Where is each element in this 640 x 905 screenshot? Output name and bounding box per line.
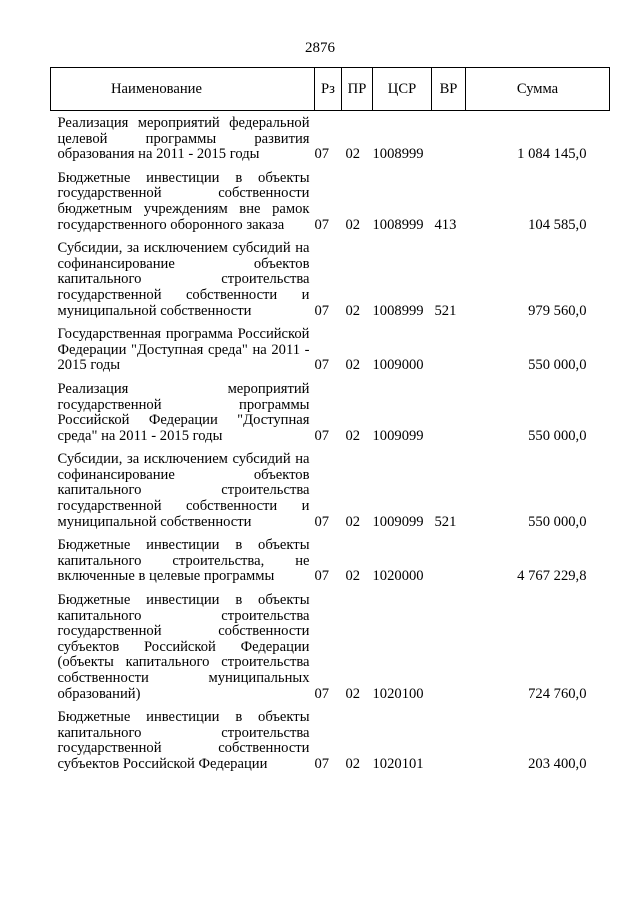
row-rz: 07 <box>314 357 330 374</box>
row-name: Субсидии, за исключением субсидий на софинансирование объектов капитального строительства государственной собственности и муниципальной собственности <box>57 451 310 530</box>
table-row <box>51 233 610 319</box>
row-pr: 02 <box>345 685 361 702</box>
row-sum: 1 084 145,0 <box>517 146 587 163</box>
row-rz: 07 <box>314 427 330 444</box>
table-row <box>51 319 610 374</box>
row-csr: 1009000 <box>372 357 424 374</box>
row-pr: 02 <box>345 146 361 163</box>
row-pr: 02 <box>345 216 361 233</box>
row-rz: 07 <box>314 216 330 233</box>
row-pr: 02 <box>345 357 361 374</box>
table-body <box>51 111 610 773</box>
row-vr <box>432 374 466 444</box>
table-row <box>51 163 610 233</box>
row-name: Субсидии, за исключением субсидий на софинансирование объектов капитального строительства государственной собственности и муниципальной собственности <box>57 240 310 319</box>
table-header <box>51 68 610 111</box>
row-pr: 02 <box>345 427 361 444</box>
row-rz: 07 <box>314 302 330 319</box>
table-row <box>51 374 610 444</box>
row-name: Бюджетные инвестиции в объекты государственной собственности бюджетным учреждениям вне рамок государственного оборонного заказа <box>57 169 310 233</box>
row-pr: 02 <box>345 755 361 772</box>
table-row <box>51 444 610 530</box>
row-vr: 521 <box>434 513 457 530</box>
row-csr: 1020100 <box>372 685 424 702</box>
row-name: Бюджетные инвестиции в объекты капитального строительства государственной собственности субъектов Российской Федерации <box>57 709 310 772</box>
table-row <box>51 702 610 772</box>
budget-table <box>50 67 610 773</box>
row-sum: 550 000,0 <box>528 357 587 374</box>
row-csr: 1008999 <box>372 146 424 163</box>
row-csr: 1020000 <box>372 568 424 585</box>
table-row <box>51 530 610 585</box>
table-row <box>51 585 610 702</box>
header-vr: ВР <box>432 68 466 111</box>
table-row <box>51 111 610 163</box>
row-vr <box>432 111 466 163</box>
row-sum: 104 585,0 <box>528 216 587 233</box>
row-sum: 4 767 229,8 <box>517 568 587 585</box>
row-name: Государственная программа Российской Федерации "Доступная среда" на 2011 - 2015 годы <box>57 326 310 374</box>
row-sum: 724 760,0 <box>528 685 587 702</box>
row-pr: 02 <box>345 568 361 585</box>
header-name: Наименование <box>51 68 315 111</box>
row-rz: 07 <box>314 513 330 530</box>
row-csr: 1020101 <box>372 755 424 772</box>
row-rz: 07 <box>314 755 330 772</box>
row-pr: 02 <box>345 513 361 530</box>
row-sum: 550 000,0 <box>528 513 587 530</box>
page-number: 2876 <box>305 40 335 56</box>
row-csr: 1009099 <box>372 427 424 444</box>
header-sum: Сумма <box>466 68 610 111</box>
row-csr: 1008999 <box>372 302 424 319</box>
row-pr: 02 <box>345 302 361 319</box>
header-pr: ПР <box>342 68 373 111</box>
row-name: Реализация мероприятий федеральной целевой программы развития образования на 2011 - 2015 годы <box>57 115 310 163</box>
row-sum: 550 000,0 <box>528 427 587 444</box>
row-vr <box>432 319 466 374</box>
row-rz: 07 <box>314 568 330 585</box>
row-vr <box>432 585 466 702</box>
row-name: Бюджетные инвестиции в объекты капитального строительства, не включенные в целевые программы <box>57 537 310 585</box>
row-vr: 521 <box>434 302 457 319</box>
row-sum: 203 400,0 <box>528 755 587 772</box>
row-csr: 1009099 <box>372 513 424 530</box>
header-rz: Рз <box>315 68 342 111</box>
row-vr <box>432 702 466 772</box>
row-rz: 07 <box>314 685 330 702</box>
header-csr: ЦСР <box>373 68 432 111</box>
row-name: Реализация мероприятий государственной программы Российской Федерации "Доступная среда" на 2011 - 2015 годы <box>57 380 310 444</box>
row-vr: 413 <box>434 216 457 233</box>
row-vr <box>432 530 466 585</box>
row-rz: 07 <box>314 146 330 163</box>
row-name: Бюджетные инвестиции в объекты капитального строительства государственной собственности субъектов Российской Федерации (объекты капитального строительства собственности муниципальных образований) <box>57 592 310 702</box>
row-sum: 979 560,0 <box>528 302 587 319</box>
row-csr: 1008999 <box>372 216 424 233</box>
